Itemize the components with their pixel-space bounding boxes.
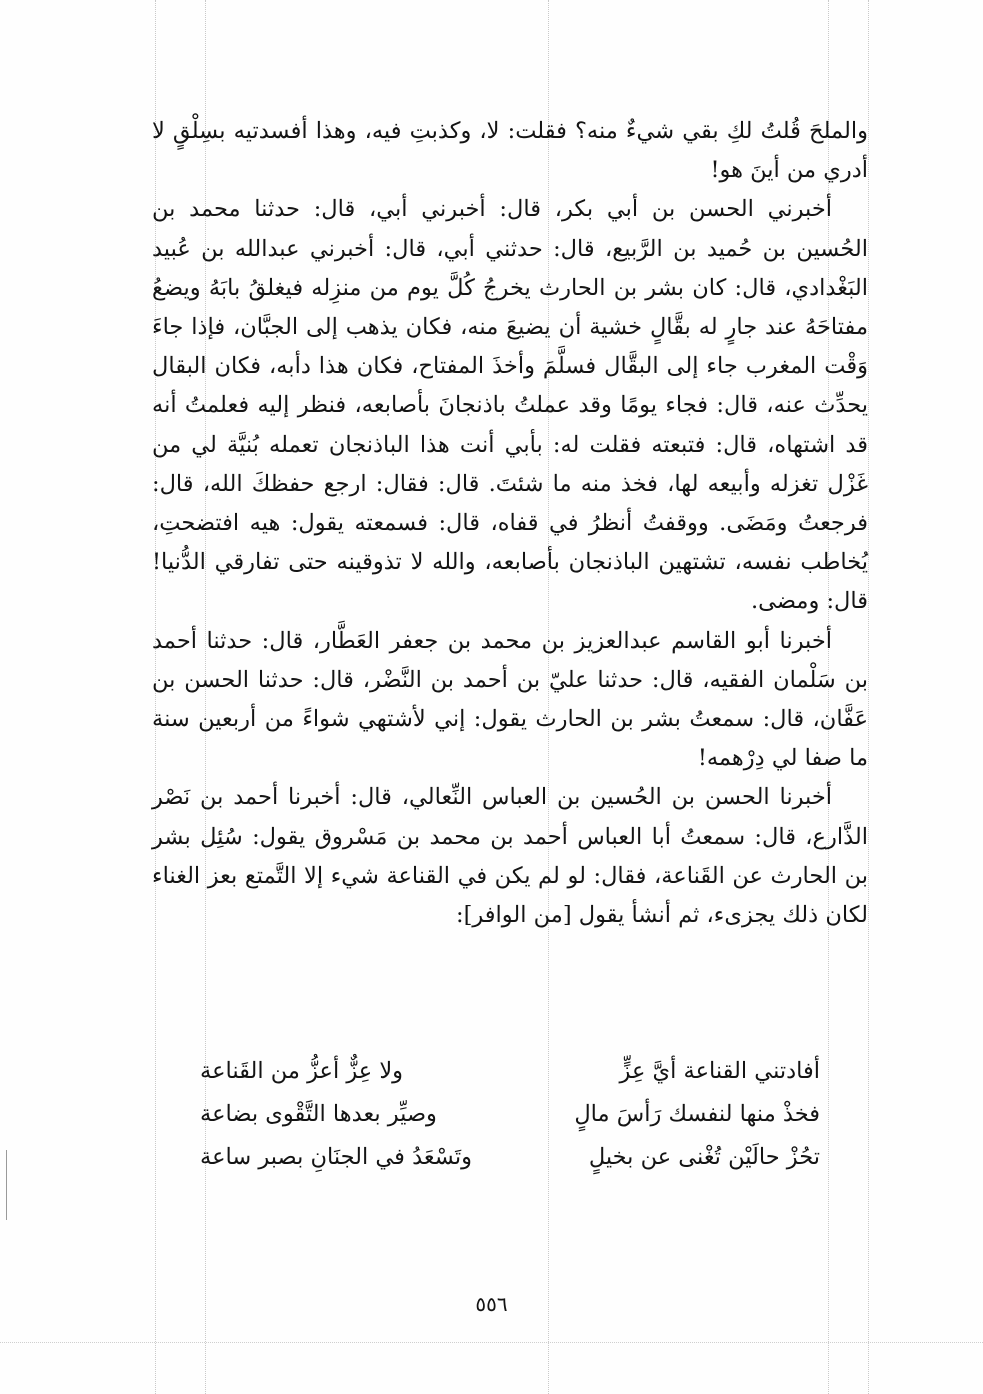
poem-verse xyxy=(200,1136,820,1179)
paragraph: أخبرنا الحسن بن الحُسين بن العباس النِّعالي، قال: أخبرنا أحمد بن نَصْر الذَّارع، قال: سمعتُ أبا العباس أحمد بن محمد بن مَسْروق يقول: سُئِل بشر بن الحارث عن القَناعة، فقال: لو لم يكن في القناعة شيء إلا التَّمتع بعز الغناء لكان ذلك يجزىء، ثم أنشأ يقول [من الوافر]: xyxy=(152,784,868,929)
poem xyxy=(200,1050,820,1179)
paragraph: أخبرني الحسن بن أبي بكر، قال: أخبرني أبي، قال: حدثنا محمد بن الحُسين بن حُميد بن الرَّبيع، قال: حدثني أبي، قال: أخبرني عبدالله بن عُبيد البَغْدادي، قال: كان بشر بن الحارث يخرجُ كُلَّ يوم من منزِله فيغلقُ بابَهُ ويضعُ مفتاحَهُ عند جارٍ له بقَّالٍ خشية أن يضيعَ منه، فكان يذهب إلى الجبَّان، فإذا جاءَ وَقْت المغرب جاء إلى البقَّال فسلَّمَ وأخذَ المفتاح، فكان هذا دأبه، فكان البقال يحدِّث عنه، قال: فجاء يومًا وقد عملتُ باذنجانَ بأصابعه، فنظر إليه فعلمتُ أنه قد اشتهاه، قال: فتبعته فقلت له: بأبي أنت هذا الباذنجان تعمله بُنيَّة لي من غَزْل تغزله وأبيعه لها، فخذ منه ما شئتَ. قال: فقال: ارجع حفظكَ الله، قال: فرجعتُ ومَضَى. ووقفتُ أنظرُ في قفاه، قال: فسمعته يقول: هيه افتضحتِ، يُخاطب نفسه، تشتهين الباذنجان بأصابعه، والله لا تذوقينه حتى تفارقي الدُّنيا! قال: ومضى. xyxy=(152,196,868,615)
scan-edge-mark xyxy=(6,1150,7,1220)
scan-guide-line xyxy=(0,1342,983,1343)
verse-first-hemistich: أفادتني القناعة أيَّ عِزٍّ xyxy=(619,1058,820,1084)
poem-verse xyxy=(200,1093,820,1136)
page-number: ٥٥٦ xyxy=(475,1292,508,1316)
paragraph: أخبرنا أبو القاسم عبدالعزيز بن محمد بن جعفر العَطَّار، قال: حدثنا أحمد بن سَلْمان الفقيه، قال: حدثنا عليّ بن أحمد بن النَّضْر، قال: حدثنا الحسن بن عَفَّان، قال: سمعتُ بشر بن الحارث يقول: إني لأشتهي شواءً من أربعين سنة ما صفا لي دِرْهمه! xyxy=(152,627,868,772)
verse-second-hemistich: وصيِّر بعدها التَّقْوى بضاعة xyxy=(200,1101,437,1127)
body-text xyxy=(152,112,868,935)
verse-second-hemistich: ولا عِزٌّ أعزُّ من القَناعة xyxy=(200,1058,404,1084)
verse-second-hemistich: وتَسْعَدُ في الجنَانِ بصبر ساعة xyxy=(200,1144,472,1170)
poem-verse xyxy=(200,1050,820,1093)
verse-first-hemistich: تحُزْ حالَيْن تُغْنى عن بخيلٍ xyxy=(588,1144,820,1170)
paragraph: والملحَ قُلتُ لكِ بقي شيءٌ منه؟ فقلت: لا، وكذبتِ فيه، وهذا أفسدتيه بسِلْقٍ لا أدري من أينَ هو! xyxy=(152,118,868,184)
verse-first-hemistich: فخذْ منها لنفسك رَأسَ مالٍ xyxy=(574,1101,820,1127)
scan-guide-line xyxy=(868,0,869,1394)
